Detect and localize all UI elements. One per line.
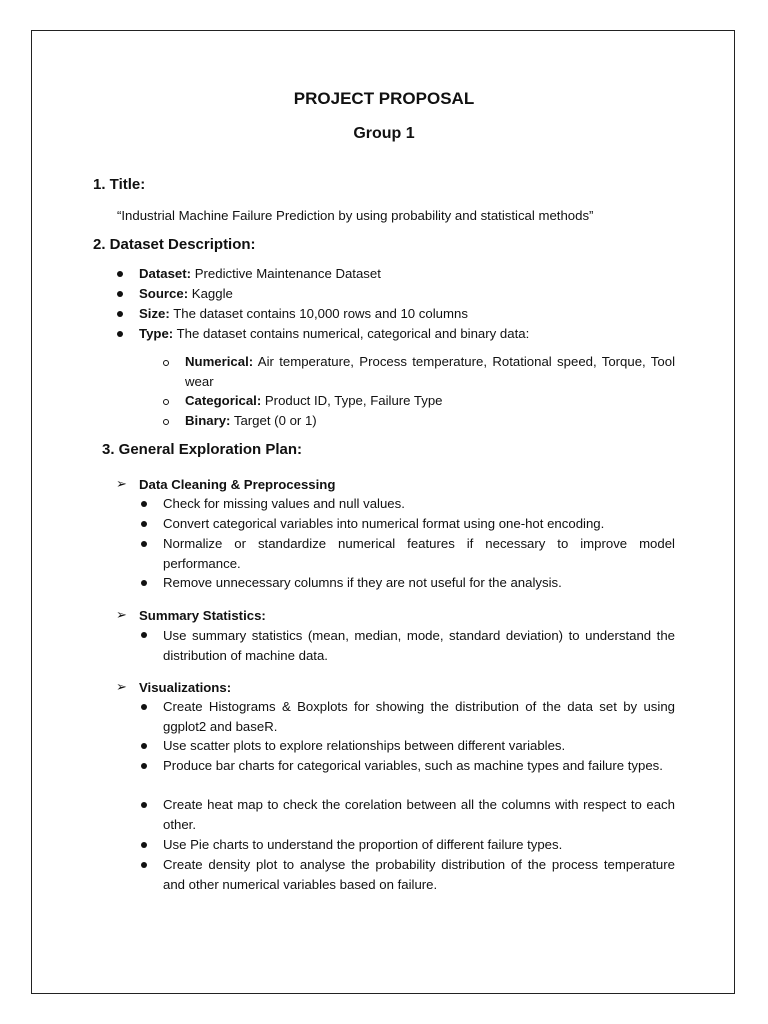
list-item: Check for missing values and null values. <box>163 496 405 511</box>
circle-bullet-icon <box>163 419 169 425</box>
group-title: Data Cleaning & Preprocessing <box>139 477 336 492</box>
list-item: Type: The dataset contains numerical, categorical and binary data: <box>139 326 530 341</box>
list-item: Binary: Target (0 or 1) <box>185 413 317 428</box>
list-item: Size: The dataset contains 10,000 rows and 10 columns <box>139 306 468 321</box>
bullet-icon <box>117 271 123 277</box>
group-label: Group 1 <box>353 125 415 142</box>
arrow-bullet-icon: ➢ <box>116 476 127 491</box>
bullet-icon <box>141 842 147 848</box>
list-item: Numerical: Air temperature, Process temperature, Rotational speed, Torque, Tool wear <box>185 354 675 389</box>
list-item: Normalize or standardize numerical features if necessary to improve model performance. <box>163 536 675 571</box>
arrow-bullet-icon: ➢ <box>116 607 127 622</box>
list-item: Categorical: Product ID, Type, Failure Type <box>185 393 443 408</box>
section-2-heading: 2. Dataset Description: <box>93 236 256 253</box>
group-title: Summary Statistics: <box>139 608 266 623</box>
list-item: Convert categorical variables into numerical format using one-hot encoding. <box>163 516 605 531</box>
bullet-icon <box>117 311 123 317</box>
list-item: Create heat map to check the corelation between all the columns with respect to each other. <box>163 797 675 832</box>
list-item: Use Pie charts to understand the proportion of different failure types. <box>163 837 563 852</box>
list-item: Create Histograms & Boxplots for showing the distribution of the data set by using ggplot2 and baseR. <box>163 699 675 734</box>
circle-bullet-icon <box>163 360 169 366</box>
circle-bullet-icon <box>163 399 169 405</box>
group-title: Visualizations: <box>139 680 232 695</box>
list-item: Use summary statistics (mean, median, mode, standard deviation) to understand the distribution of machine data. <box>163 628 675 663</box>
bullet-icon <box>141 704 147 710</box>
list-item: Produce bar charts for categorical variables, such as machine types and failure types. <box>163 758 663 773</box>
bullet-icon <box>141 862 147 868</box>
bullet-icon <box>141 501 147 507</box>
document-title: PROJECT PROPOSAL <box>293 89 475 108</box>
bullet-icon <box>141 743 147 749</box>
bullet-icon <box>141 521 147 527</box>
bullet-icon <box>117 291 123 297</box>
list-item: Use scatter plots to explore relationships between different variables. <box>163 738 566 753</box>
bullet-icon <box>141 580 147 586</box>
list-item: Create density plot to analyse the probability distribution of the process temperature and other numerical variables based on failure. <box>163 857 675 892</box>
section-1-heading: 1. Title: <box>93 176 146 193</box>
arrow-bullet-icon: ➢ <box>116 679 127 694</box>
list-item: Remove unnecessary columns if they are not useful for the analysis. <box>163 575 562 590</box>
bullet-icon <box>141 541 147 547</box>
bullet-icon <box>117 331 123 337</box>
bullet-icon <box>141 632 147 638</box>
bullet-icon <box>141 802 147 808</box>
list-item: Dataset: Predictive Maintenance Dataset <box>139 266 381 281</box>
list-item: Source: Kaggle <box>139 286 233 301</box>
bullet-icon <box>141 763 147 769</box>
project-title-text: “Industrial Machine Failure Prediction by using probability and statistical methods” <box>117 208 594 223</box>
section-3-heading: 3. General Exploration Plan: <box>102 441 303 458</box>
